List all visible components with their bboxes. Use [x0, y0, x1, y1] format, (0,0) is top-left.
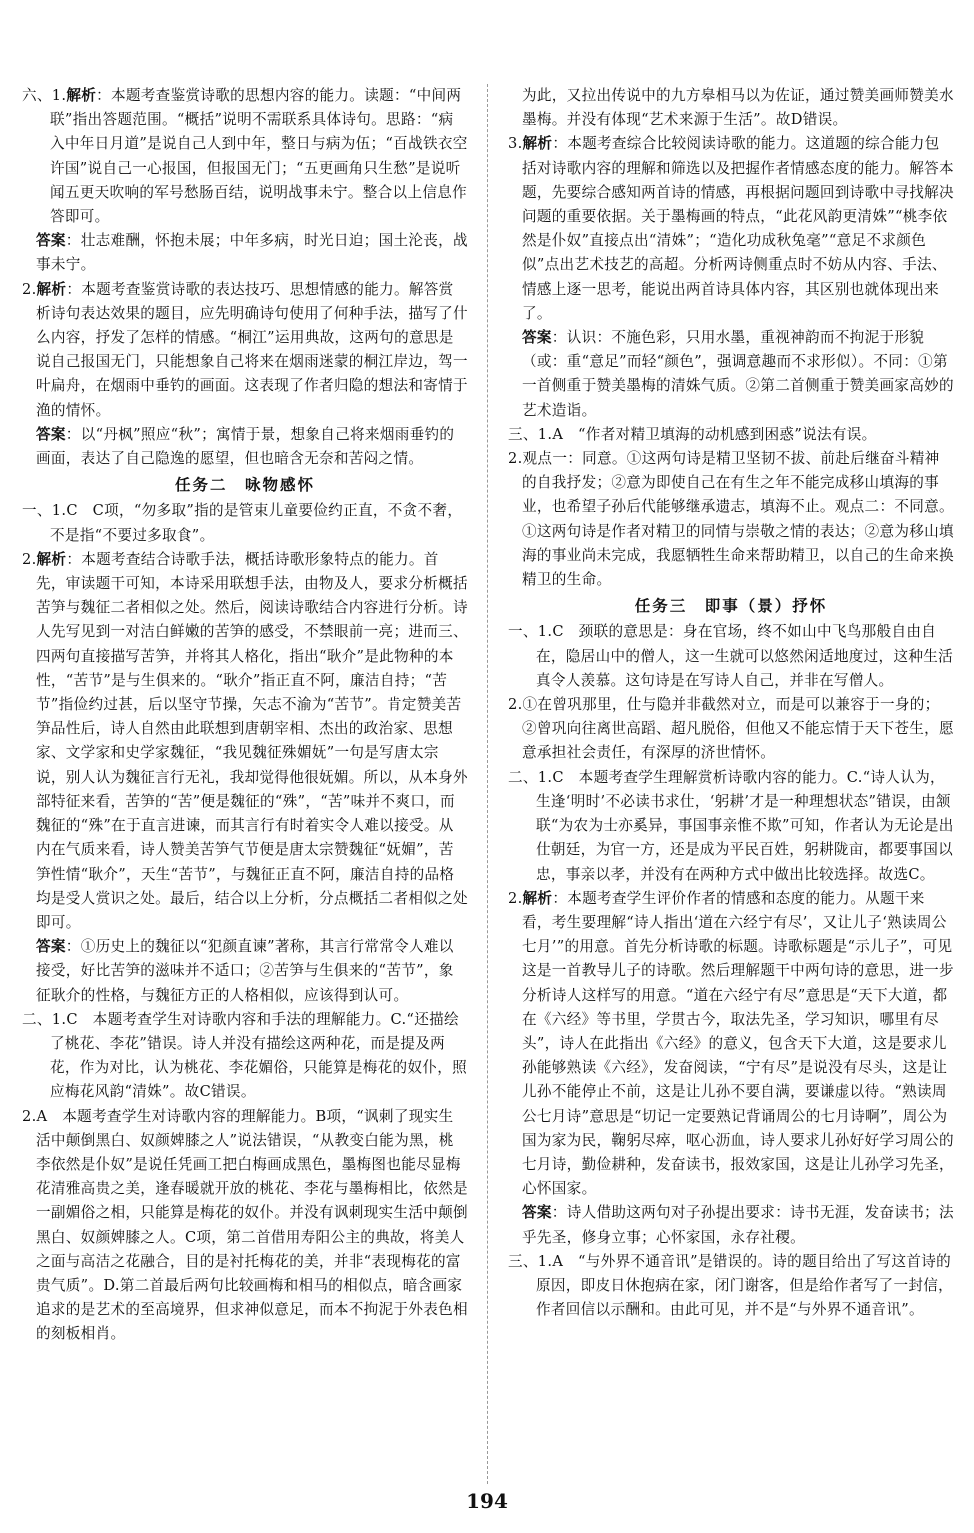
- item-text: ：本题考查学生评价作者的情感和态度的能力。从题干来看，考生要理解“诗人指出‘道在六经宁有尽’，又让儿子‘熟读周公七月’”的用意。首先分析诗歌的标题。诗歌标题是“示儿子”，可见这是一首教导儿子的诗歌。然后理解题干中两句诗的意思，进一步分析诗人这样写的用意。“道在六经宁有尽”意思是“天下大道，都在《六经》等书里，学贯古今，取法先圣，学习知识，哪里有尽头”，诗人在此指出《六经》的意义，包含天下大道，这是要求儿孙能够熟读《六经》，发奋阅读，“宁有尽”是说没有尽头，这是让儿孙不能停止不前，这是让儿孙不要自满，要谦虚以待。“熟读周公七月诗”意思是“切记一定要熟记背诵周公的七月诗啊”，周公为国为家为民，鞠躬尽瘁，呕心沥血，诗人要求儿孙好好学习周公的七月诗，勤俭耕种，发奋读书，报效家国，这是让儿孙学习先圣，心怀国家。: [522, 889, 954, 1198]
- answer-paragraph: [508, 1250, 954, 1323]
- answer-paragraph: [22, 499, 468, 547]
- item-text: ：诗人借助这两句对子孙提出要求：诗书无涯，发奋读书；法乎先圣，修身立事；心怀家国，永存社稷。: [522, 1204, 954, 1246]
- answer-paragraph: [508, 620, 954, 693]
- item-number: 一、1.: [508, 623, 553, 641]
- answer-paragraph: [22, 935, 468, 1008]
- item-number: 2.: [22, 1107, 37, 1125]
- answer-paragraph: [508, 766, 954, 887]
- answer-paragraph: [22, 1008, 468, 1105]
- item-label: 解析: [36, 550, 67, 568]
- item-text: ：①历史上的魏征以“犯颜直谏”著称，其言行常常令人难以接受，好比苦笋的滋味并不适口；②苦笋与生俱来的“苦节”，象征耿介的性格，与魏征方正的人格相似，应该得到认可。: [36, 938, 454, 1004]
- answer-paragraph: [508, 887, 954, 1202]
- item-label: 解析: [36, 280, 67, 298]
- item-number: 三、1.: [508, 425, 553, 443]
- section-heading: 任务三 即事（景）抒怀: [634, 596, 828, 616]
- item-text: 为此，又拉出传说中的九方皋相马以为佐证，通过赞美画师赞美水墨梅。并没有体现“艺术来源于生活”。故D错误。: [522, 87, 954, 129]
- answer-paragraph: [22, 84, 468, 229]
- item-number: 一、1.: [22, 502, 67, 520]
- item-label: 答案: [36, 232, 66, 250]
- item-text: C C项，“勿多取”指的是管束儿童要俭约正直，不贪不奢，不是指“不要过多取食”。: [50, 502, 463, 544]
- item-number: 2.: [22, 550, 37, 568]
- item-number: 2.: [508, 696, 523, 714]
- answer-paragraph: [22, 1105, 468, 1347]
- answer-paragraph: [22, 229, 468, 277]
- left-column: [22, 84, 468, 1347]
- answer-paragraph: [508, 84, 954, 132]
- item-text: C 本题考查学生理解赏析诗歌内容的能力。C.“诗人认为，生逢‘明时’不必读书求仕，‘躬耕’才是一种理想状态”错误，由颔联“为农为士亦奚异，事国事亲惟不欺”可知，作者认为无论是出仕朝廷，为官一方，还是成为平民百姓，躬耕陇亩，都要事国以忠，事亲以孝，并没有在两种方式中做出比较选择。故选C。: [536, 768, 954, 883]
- item-text: C 本题考查学生对诗歌内容和手法的理解能力。C.“还描绘了桃花、李花”错误。诗人并没有描绘这两种花，而是提及两花，作为对比，认为桃花、李花媚俗，只能算是梅花的奴仆，照应梅花风韵“清姝”。故C错误。: [50, 1010, 468, 1101]
- item-number: 二、1.: [508, 768, 553, 786]
- item-text: ①在曾巩那里，仕与隐并非截然对立，而是可以兼容于一身的；②曾巩向往离世高蹈、超凡脱俗，但他又不能忘情于天下苍生，愿意承担社会责任，有深厚的济世情怀。: [522, 696, 954, 762]
- answer-paragraph: [508, 693, 954, 766]
- item-number: 3.: [508, 135, 523, 153]
- item-text: A “作者对精卫填海的动机感到困惑”说法有误。: [552, 425, 877, 443]
- item-text: ：本题考查结合诗歌手法，概括诗歌形象特点的能力。首先，审读题干可知，本诗采用联想手法，由物及人，要求分析概括苦笋与魏征二者相似之处。然后，阅读诗歌结合内容进行分析。诗人先写见到一对洁白鲜嫩的苦笋的感受，不禁眼前一亮；进而三、四两句直接描写苦笋，并将其人格化，指出“耿介”是此物种的本性，“苦节”是与生俱来的。“耿介”指正直不阿，廉洁自持；“苦节”指俭约过甚，后以坚守节操，矢志不渝为“苦节”。肯定赞美苦笋品性后，诗人自然由此联想到唐朝宰相、杰出的政治家、思想家、文学家和史学家魏征，“我见魏征殊媚妩”一句是写唐太宗说，别人认为魏征言行无礼，我却觉得他很妩媚。所以，从本身外部特征来看，苦笋的“苦”便是魏征的“殊”，“苦”味并不爽口，而魏征的“殊”在于直言进谏，而其言行有时着实令人难以接受。从内在气质来看，诗人赞美苦笋气节便是唐太宗赞魏征“妩媚”，苦笋性情“耿介”，天生“苦节”，与魏征正直不阿，廉洁自持的品格均是受人赏识之处。最后，结合以上分析，分点概括二者相似之处即可。: [36, 550, 468, 931]
- item-label: 解析: [522, 889, 553, 907]
- answer-paragraph: [508, 326, 954, 423]
- column-divider: [487, 84, 488, 1484]
- answer-paragraph: [508, 423, 954, 447]
- item-label: 解析: [522, 135, 553, 153]
- page-number: 194: [466, 1489, 508, 1513]
- item-text: A 本题考查学生对诗歌内容的理解能力。B项，“讽刺了现实生活中颠倒黑白、奴颜婢膝之人”说法错误，“从教变白能为黑，桃李依然是仆奴”是说任凭画工把白梅画成黑色，墨梅图也能尽显梅花清雅高贵之美，逢春暖就开放的桃花、李花与墨梅相比，依然是一副媚俗之相，只能算是梅花的奴仆。并没有讽刺现实生活中颠倒黑白、奴颜婢膝之人。C项，第二首借用寿阳公主的典故，将美人之面与高洁之花融合，目的是衬托梅花的美，并非“表现梅花的富贵气质”。D.第二首最后两句比较画梅和相马的相似点，暗含画家追求的是艺术的至高境界，但求神似意足，而本不拘泥于外表色相的刻板相肖。: [36, 1107, 468, 1343]
- item-number: 2.: [508, 450, 523, 468]
- answer-paragraph: [508, 132, 954, 326]
- item-number: 2.: [22, 280, 37, 298]
- item-text: ：以“丹枫”照应“秋”；寓情于景，想象自己将来烟雨垂钓的画面，表达了自己隐逸的愿望，但也暗含无奈和苦闷之情。: [36, 425, 455, 468]
- item-text: ：本题考查鉴赏诗歌的表达技巧、思想情感的能力。解答赏析诗句表达效果的题目，应先明确诗句使用了何种手法，描写了什么内容，抒发了怎样的情感。“桐江”运用典故，这两句的意思是说自己报国无门，只能想象自己将来在烟雨迷蒙的桐江岸边，驾一叶扁舟，在烟雨中垂钓的画面。这表现了作者归隐的想法和寄情于渔的情怀。: [36, 280, 468, 419]
- item-label: 答案: [522, 1204, 552, 1222]
- section-heading: 任务二 咏物感怀: [174, 475, 315, 495]
- right-column: [508, 84, 954, 1322]
- item-number: 三、1.: [508, 1252, 553, 1270]
- item-text: 观点一：同意。①这两句诗是精卫坚韧不拔、前赴后继奋斗精神的自我抒发；②意为即使自己在有生之年不能完成移山填海的事业，也希望子孙后代能够继承遗志，填海不止。观点二：不同意。①这两句诗是作者对精卫的同情与崇敬之情的表达；②意为移山填海的事业尚未完成，我愿牺牲生命来帮助精卫，以自己的生命来换精卫的生命。: [522, 450, 954, 589]
- item-text: A “与外界不通音讯”是错误的。诗的题目给出了写这首诗的原因，即皮日休抱病在家，闭门谢客，但是给作者写了一封信，作者回信以示酬和。由此可见，并不是“与外界不通音讯”。: [536, 1252, 954, 1319]
- answer-paragraph: [22, 423, 468, 471]
- item-text: ：本题考查鉴赏诗歌的思想内容的能力。读题：“中间两联”指出答题范围。“概括”说明不需联系具体诗句。思路：“病入中年日月道”是说自己人到中年，整日与病为伍；“百战铁衣空许国”说自己一心报国，但报国无门；“五更画角只生愁”是说听闻五更天吹响的军号愁肠百结，说明战事未宁。整合以上信息作答即可。: [50, 87, 468, 226]
- item-text: ：认识：不施色彩，只用水墨，重视神韵而不拘泥于形貌（或：重“意足”而轻“颜色”，强调意趣而不求形似）。不同：①第一首侧重于赞美墨梅的清姝气质。②第二首侧重于赞美画家高妙的艺术造诣。: [522, 329, 954, 419]
- item-number: 二、1.: [22, 1010, 67, 1028]
- item-text: ：壮志难酬，怀抱未展；中年多病，时光日迫；国土沦丧，战事未宁。: [36, 232, 468, 274]
- answer-paragraph: [508, 1201, 954, 1249]
- item-label: 答案: [36, 938, 66, 956]
- item-label: 解析: [66, 87, 97, 104]
- item-label: 答案: [522, 329, 552, 347]
- item-number: 2.: [508, 889, 523, 907]
- item-text: ：本题考查综合比较阅读诗歌的能力。这道题的综合能力包括对诗歌内容的理解和筛选以及把握作者情感态度的能力。解答本题，先要综合感知两首诗的情感，再根据问题回到诗歌中寻找解决问题的重要依据。关于墨梅画的特点，“此花风韵更清姝”“桃李依然是仆奴”直接点出“清姝”；“造化功成秋兔毫”“意足不求颜色似”点出艺术技艺的高超。分析两诗侧重点时不妨从内容、手法、情感上逐一思考，能说出两首诗具体内容，其区别也就体现出来了。: [522, 135, 954, 322]
- answer-paragraph: [508, 447, 954, 592]
- item-number: 六、1.: [22, 87, 67, 104]
- answer-paragraph: [22, 548, 468, 935]
- answer-paragraph: [22, 278, 468, 423]
- item-label: 答案: [36, 425, 66, 443]
- item-text: C 颈联的意思是：身在官场，终不如山中飞鸟那般自由自在，隐居山中的僧人，这一生就可以悠然闲适地度过，这种生活真令人羡慕。这句诗是在写诗人自己，并非在写僧人。: [536, 623, 954, 689]
